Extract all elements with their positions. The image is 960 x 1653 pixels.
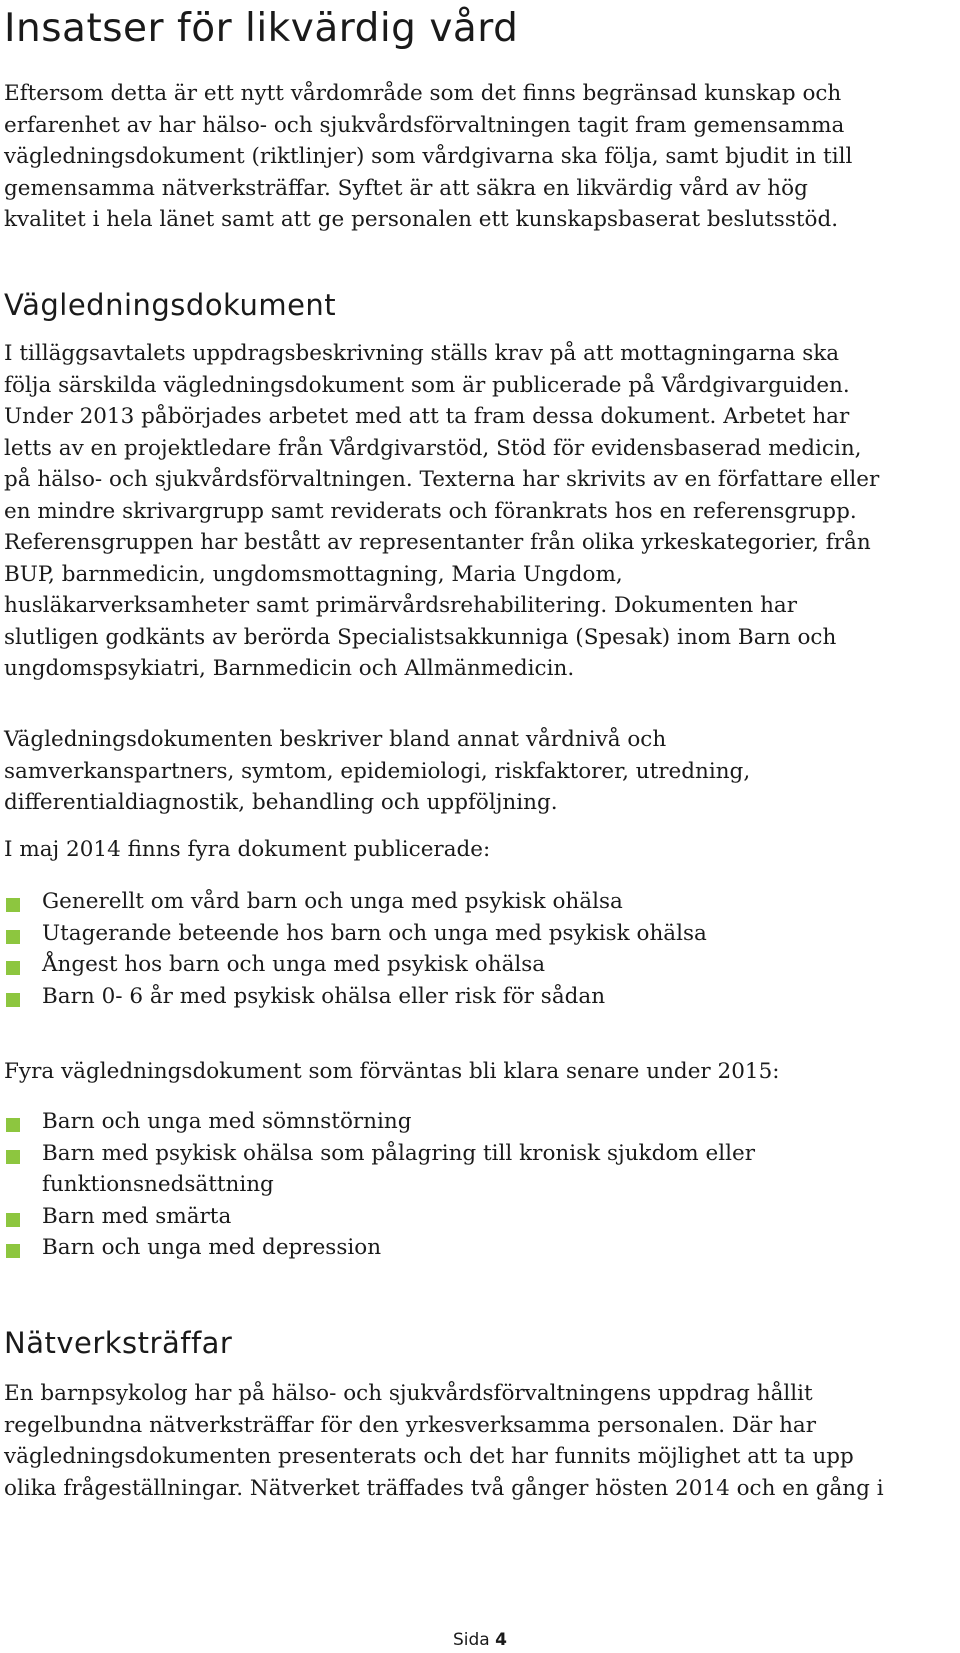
list-item: Utagerande beteende hos barn och unga med psykisk ohälsa: [4, 918, 954, 950]
text-line: En barnpsykolog har på hälso- och sjukvårdsförvaltningens uppdrag hållit: [4, 1381, 813, 1406]
page-label: Sida: [453, 1630, 490, 1650]
text-line: Vägledningsdokumenten beskriver bland annat vårdnivå och: [4, 727, 667, 752]
text-line: Eftersom detta är ett nytt vårdområde som det finns begränsad kunskap och: [4, 81, 842, 106]
text-line: slutligen godkänts av berörda Specialistsakkunniga (Spesak) inom Barn och: [4, 624, 837, 650]
list-item: Barn och unga med sömnstörning: [4, 1106, 954, 1138]
text-line: differentialdiagnostik, behandling och uppföljning.: [4, 790, 558, 815]
text-line: husläkarverksamheter samt primärvårdsrehabilitering. Dokumenten har: [4, 593, 798, 618]
text-line: vägledningsdokument (riktlinjer) som vårdgivarna ska följa, samt bjudit in till: [4, 144, 853, 169]
text-line: en mindre skrivargrupp samt reviderats och förankrats hos en referensgrupp.: [4, 498, 857, 524]
green-square-bullet-icon: [6, 1150, 20, 1164]
list-item: Barn 0- 6 år med psykisk ohälsa eller risk för sådan: [4, 981, 954, 1013]
page-title: Insatser för likvärdig vård: [4, 6, 519, 51]
section1-paragraph-1: [4, 338, 954, 685]
green-square-bullet-icon: [6, 1213, 20, 1227]
text-line: gemensamma nätverksträffar. Syftet är att säkra en likvärdig vård av hög: [4, 175, 808, 201]
text-line: följa särskilda vägledningsdokument som är publicerade på Vårdgivarguiden.: [4, 372, 850, 398]
green-square-bullet-icon: [6, 930, 20, 944]
section1-paragraph-2: [4, 724, 954, 819]
text-line: regelbundna nätverksträffar för den yrkesverksamma personalen. Där har: [4, 1412, 817, 1438]
green-square-bullet-icon: [6, 1244, 20, 1258]
section2-paragraph: [4, 1378, 954, 1504]
text-line: kvalitet i hela länet samt att ge personalen ett kunskapsbaserat beslutsstöd.: [4, 207, 839, 232]
text-line: ungdomspsykiatri, Barnmedicin och Allmänmedicin.: [4, 656, 575, 681]
page-footer: [0, 1630, 960, 1650]
section-heading-natverkstraffar: Nätverksträffar: [4, 1326, 233, 1360]
text-line: vägledningsdokumenten presenterats och det har funnits möjlighet att ta upp: [4, 1444, 854, 1469]
upcoming-documents-list: [4, 1106, 954, 1264]
section-heading-vagledningsdokument: Vägledningsdokument: [4, 288, 337, 322]
list-item: Barn med smärta: [4, 1201, 954, 1233]
text-line: samverkanspartners, symtom, epidemiologi, riskfaktorer, utredning,: [4, 758, 751, 784]
list-item: Generellt om vård barn och unga med psykisk ohälsa: [4, 886, 954, 918]
list-item: Barn och unga med depression: [4, 1232, 954, 1264]
upcoming-intro: Fyra vägledningsdokument som förväntas bli klara senare under 2015:: [4, 1059, 780, 1084]
list-item: Barn med psykisk ohälsa som pålagring till kronisk sjukdom eller funktionsnedsättning: [4, 1138, 954, 1201]
text-line: på hälso- och sjukvårdsförvaltningen. Texterna har skrivits av en författare eller: [4, 467, 880, 492]
text-line: letts av en projektledare från Vårdgivarstöd, Stöd för evidensbaserad medicin,: [4, 435, 862, 461]
green-square-bullet-icon: [6, 898, 20, 912]
intro-paragraph: [4, 78, 954, 236]
text-line: BUP, barnmedicin, ungdomsmottagning, Maria Ungdom,: [4, 561, 623, 587]
green-square-bullet-icon: [6, 993, 20, 1007]
text-line: I tilläggsavtalets uppdragsbeskrivning ställs krav på att mottagningarna ska: [4, 341, 840, 366]
text-line: Under 2013 påbörjades arbetet med att ta fram dessa dokument. Arbetet har: [4, 404, 850, 429]
text-line: Referensgruppen har bestått av representanter från olika yrkeskategorier, från: [4, 530, 871, 555]
text-line: erfarenhet av har hälso- och sjukvårdsförvaltningen tagit fram gemensamma: [4, 112, 845, 138]
green-square-bullet-icon: [6, 961, 20, 975]
text-line: olika frågeställningar. Nätverket träffades två gånger hösten 2014 och en gång i: [4, 1475, 884, 1501]
published-documents-list: [4, 886, 954, 1012]
published-intro: I maj 2014 finns fyra dokument publicerade:: [4, 837, 491, 862]
page-number: 4: [495, 1630, 507, 1650]
list-item: Ångest hos barn och unga med psykisk ohälsa: [4, 949, 954, 981]
green-square-bullet-icon: [6, 1118, 20, 1132]
